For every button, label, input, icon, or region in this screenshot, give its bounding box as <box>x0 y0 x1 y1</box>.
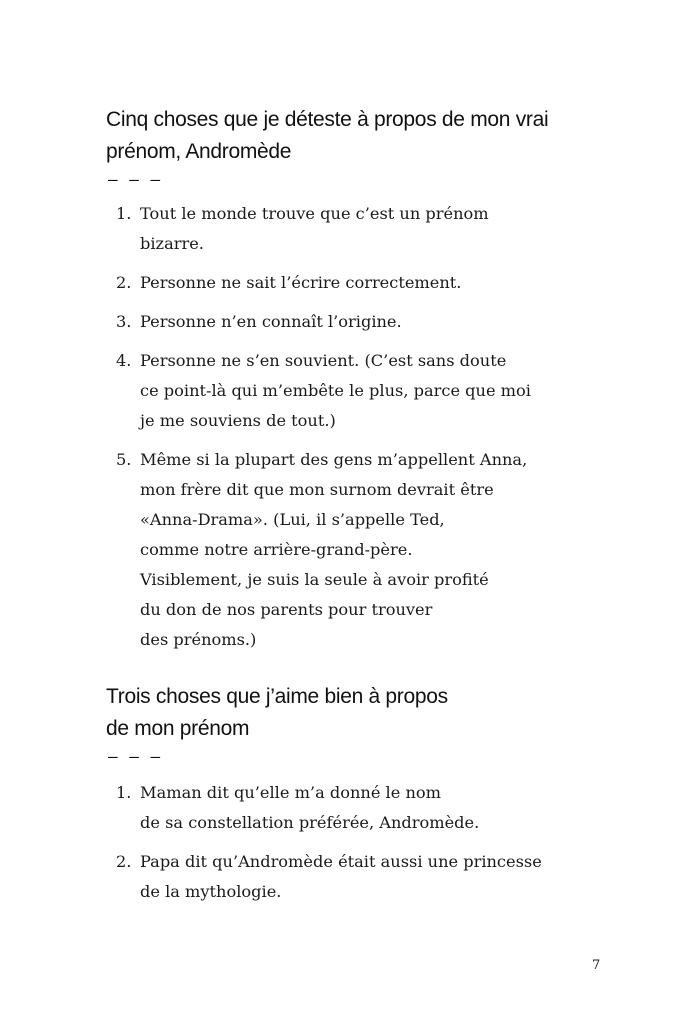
item-number: 3. <box>116 312 132 331</box>
list-item <box>116 778 542 838</box>
item-text <box>140 268 461 298</box>
section-heading-dislikes <box>106 104 548 168</box>
heading-line: Cinq choses que je déteste à propos de mon vrai <box>106 108 549 131</box>
item-number: 5. <box>116 450 132 469</box>
text-line: ce point-là qui m’embête le plus, parce que moi <box>140 381 531 400</box>
item-text <box>140 847 542 907</box>
item-number: 1. <box>116 204 132 223</box>
text-line: je me souviens de tout.) <box>140 411 336 430</box>
list-item <box>116 199 531 259</box>
item-number: 4. <box>116 351 132 370</box>
item-text <box>140 778 479 838</box>
section-heading-likes <box>106 681 448 745</box>
text-line: de sa constellation préférée, Andromède. <box>140 813 480 832</box>
text-line: des prénoms.) <box>140 630 257 649</box>
list-item <box>116 847 542 907</box>
text-line: de la mythologie. <box>140 882 282 901</box>
text-line: Papa dit qu’Andromède était aussi une princesse <box>140 852 542 871</box>
item-number: 1. <box>116 783 132 802</box>
item-text <box>140 307 402 337</box>
text-line: Personne n’en connaît l’origine. <box>140 312 402 331</box>
heading-divider: – – – <box>108 170 162 189</box>
heading-line: Trois choses que j’aime bien à propos <box>106 685 448 708</box>
text-line: Personne ne s’en souvient. (C’est sans doute <box>140 351 507 370</box>
likes-list <box>116 778 542 916</box>
text-line: Même si la plupart des gens m’appellent Anna, <box>140 450 528 469</box>
list-item <box>116 307 531 337</box>
text-line: bizarre. <box>140 234 204 253</box>
text-line: Visiblement, je suis la seule à avoir profité <box>140 570 489 589</box>
heading-line: de mon prénom <box>106 717 250 740</box>
item-text <box>140 346 531 436</box>
list-item <box>116 268 531 298</box>
item-text <box>140 199 489 259</box>
heading-line: prénom, Andromède <box>106 140 292 163</box>
page-number: 7 <box>592 958 601 973</box>
list-item <box>116 445 531 655</box>
text-line: comme notre arrière-grand-père. <box>140 540 413 559</box>
text-line: «Anna-Drama». (Lui, il s’appelle Ted, <box>140 510 445 529</box>
item-number: 2. <box>116 852 132 871</box>
text-line: du don de nos parents pour trouver <box>140 600 433 619</box>
text-line: mon frère dit que mon surnom devrait être <box>140 480 494 499</box>
item-number: 2. <box>116 273 132 292</box>
item-text <box>140 445 527 655</box>
list-item <box>116 346 531 436</box>
heading-divider: – – – <box>108 747 162 766</box>
text-line: Personne ne sait l’écrire correctement. <box>140 273 462 292</box>
text-line: Tout le monde trouve que c’est un prénom <box>140 204 489 223</box>
dislikes-list <box>116 199 531 664</box>
text-line: Maman dit qu’elle m’a donné le nom <box>140 783 441 802</box>
